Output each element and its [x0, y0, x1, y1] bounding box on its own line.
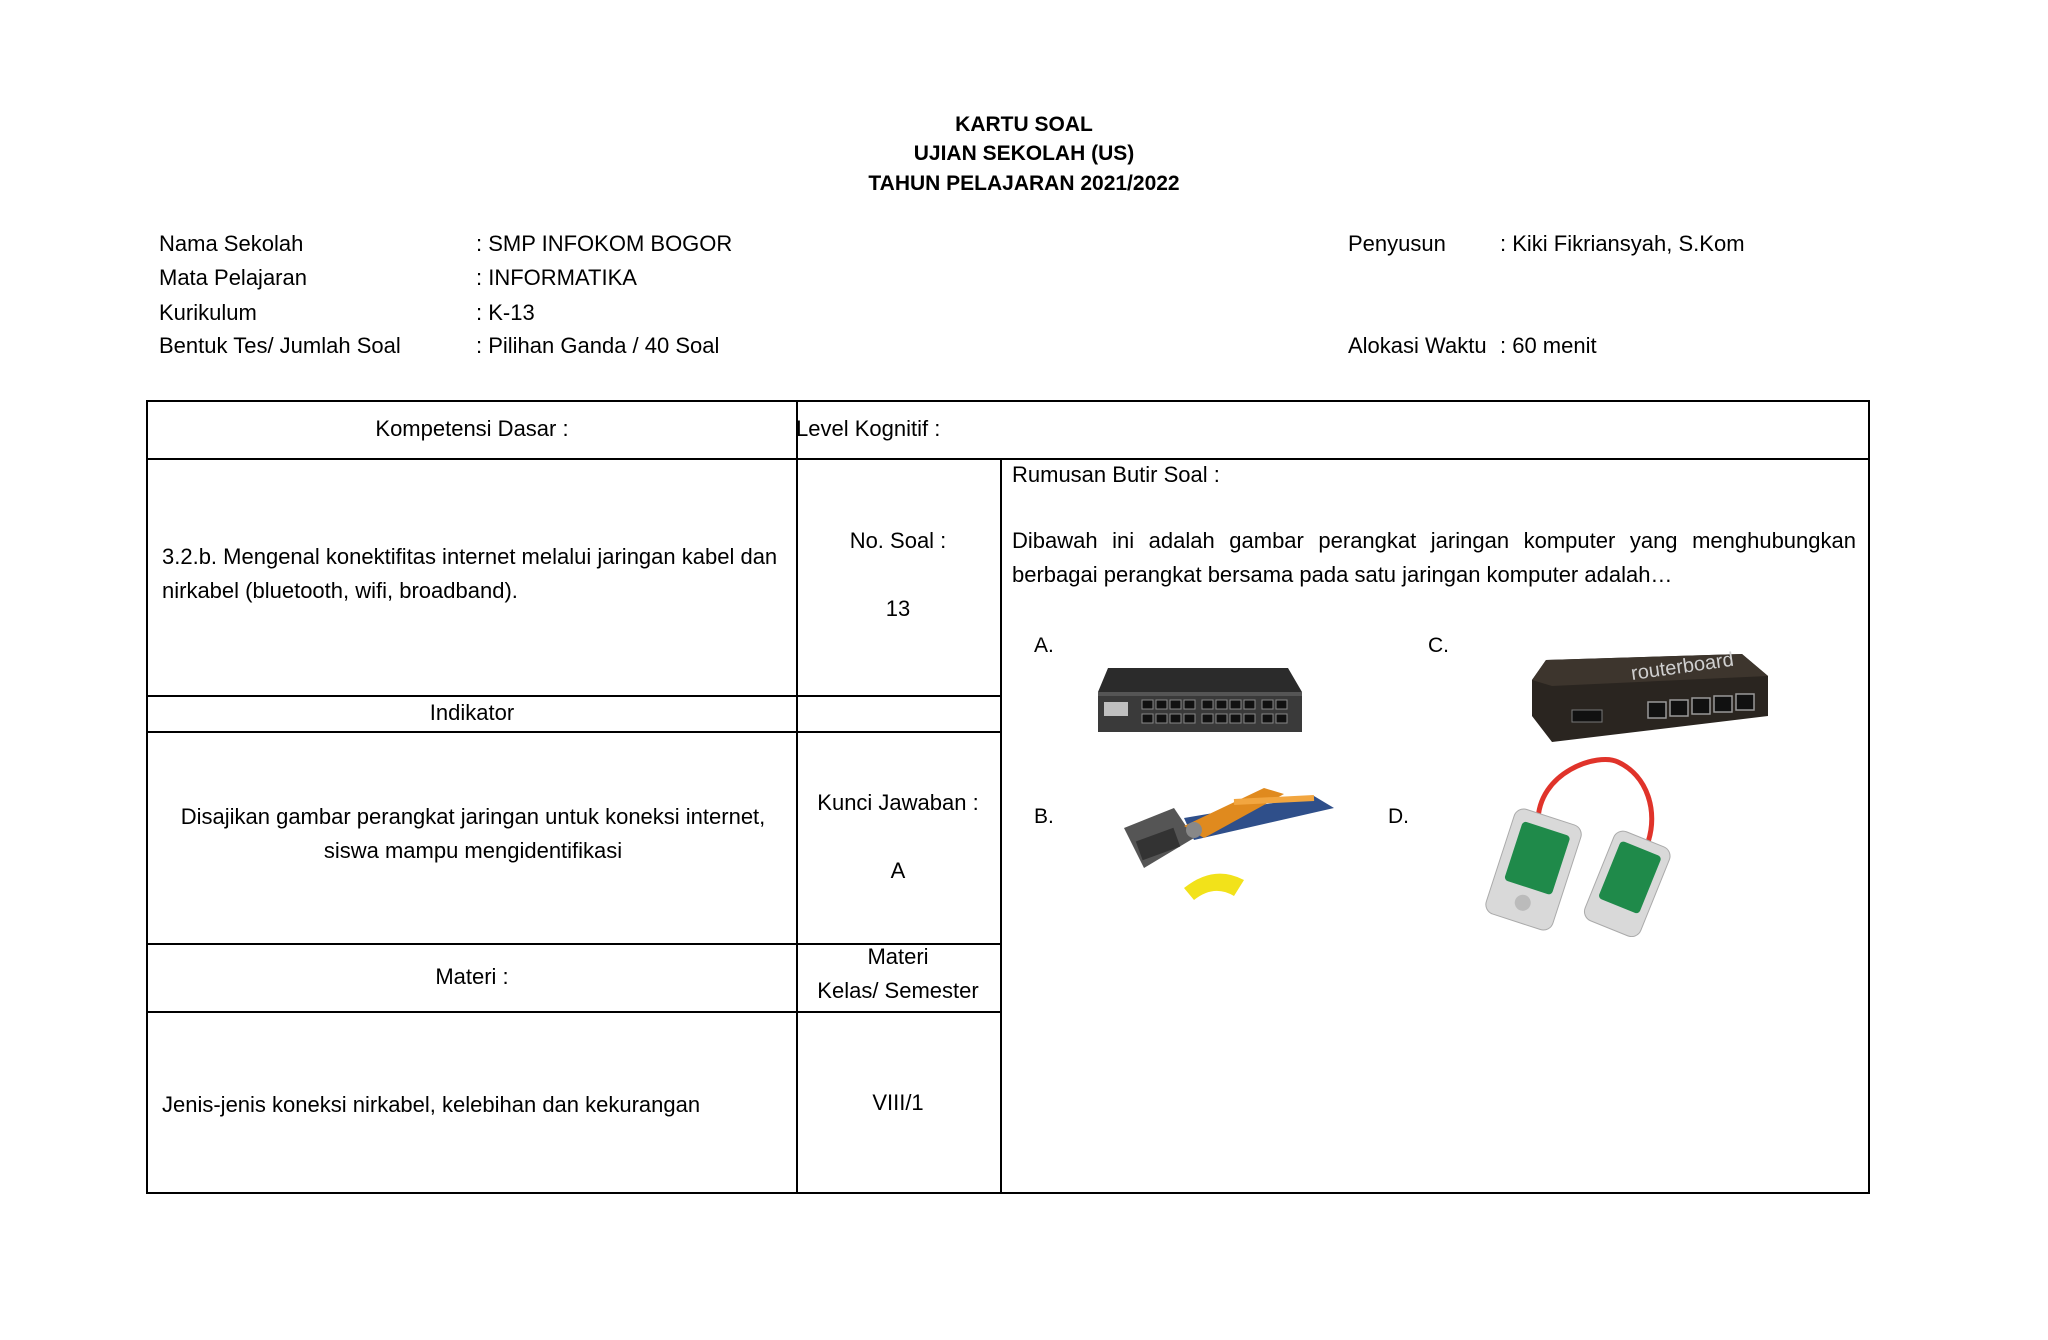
router-icon — [1532, 646, 1772, 756]
network-switch-icon — [1098, 658, 1308, 738]
question-card-table: Kompetensi Dasar : Level Kognitif : 3.2.b. Mengenal konektifitas internet melalui jaringan kabel dan nirkabel (bluetooth, wifi, broadband). No. Soal : 13 Rumusan Butir Soal : Dibawah ini adalah gambar perangkat jaringan komputer yang menghubungkan berbagai perangkat bersama pada satu jaringan komputer adalah… Indikator Disajikan gambar perangkat jaringan untuk koneksi internet, siswa mampu mengidentifikasi Kunci Jawaban : A Materi : Materi Kelas/ Semester Jenis-jenis koneksi nirkabel, kelebihan dan kekurangan VIII/1 A. B. C. D. routerboard — [146, 400, 1870, 1194]
class-semester-value: VIII/1 — [872, 1090, 924, 1115]
answer-key-value: A — [890, 858, 906, 883]
option-c-label: C. — [1428, 634, 1449, 657]
time-allocation-label: Alokasi Waktu — [1348, 333, 1487, 358]
exam-title: UJIAN SEKOLAH (US) — [913, 142, 1135, 165]
test-form-label: Bentuk Tes/ Jumlah Soal — [159, 333, 401, 358]
lan-tester-icon — [1478, 752, 1688, 937]
svg-text:routerboard: routerboard — [1629, 648, 1736, 685]
question-text: Dibawah ini adalah gambar perangkat jaringan komputer yang menghubungkan berbagai perangkat bersama pada satu jaringan komputer adalah… — [1012, 528, 1856, 587]
subject-value: : INFORMATIKA — [476, 265, 637, 290]
indicator-header: Indikator — [429, 700, 515, 725]
option-d-label: D. — [1388, 805, 1409, 828]
curriculum-label: Kurikulum — [159, 300, 257, 325]
school-name-value: : SMP INFOKOM BOGOR — [476, 231, 733, 256]
answer-key-label: Kunci Jawaban : — [817, 790, 979, 815]
material-header: Materi : — [435, 964, 509, 989]
author-label: Penyusun — [1348, 231, 1446, 256]
option-a-label: A. — [1034, 634, 1054, 657]
time-allocation-value: : 60 menit — [1500, 333, 1597, 358]
test-form-value: : Pilihan Ganda / 40 Soal — [476, 333, 720, 358]
question-number-value: 13 — [885, 596, 911, 621]
material-text: Jenis-jenis koneksi nirkabel, kelebihan dan kekurangan — [162, 1092, 701, 1117]
academic-year: TAHUN PELAJARAN 2021/2022 — [868, 172, 1180, 195]
competency-header: Kompetensi Dasar : — [375, 416, 569, 441]
card-title: KARTU SOAL — [955, 113, 1093, 136]
material-class-label-2: Kelas/ Semester — [817, 978, 979, 1003]
question-number-label: No. Soal : — [849, 528, 947, 553]
author-value: : Kiki Fikriansyah, S.Kom — [1500, 231, 1745, 256]
school-name-label: Nama Sekolah — [159, 231, 304, 256]
subject-label: Mata Pelajaran — [159, 265, 307, 290]
indicator-text: Disajikan gambar perangkat jaringan untuk koneksi internet, siswa mampu mengidentifikasi — [180, 804, 766, 863]
competency-text: 3.2.b. Mengenal konektifitas internet melalui jaringan kabel dan nirkabel (bluetooth, wifi, broadband). — [162, 544, 778, 603]
crimping-tool-icon — [1114, 768, 1344, 918]
option-b-label: B. — [1034, 805, 1054, 828]
question-formulation-label: Rumusan Butir Soal : — [1012, 462, 1220, 487]
curriculum-value: : K-13 — [476, 300, 535, 325]
material-class-label-1: Materi — [867, 944, 929, 969]
